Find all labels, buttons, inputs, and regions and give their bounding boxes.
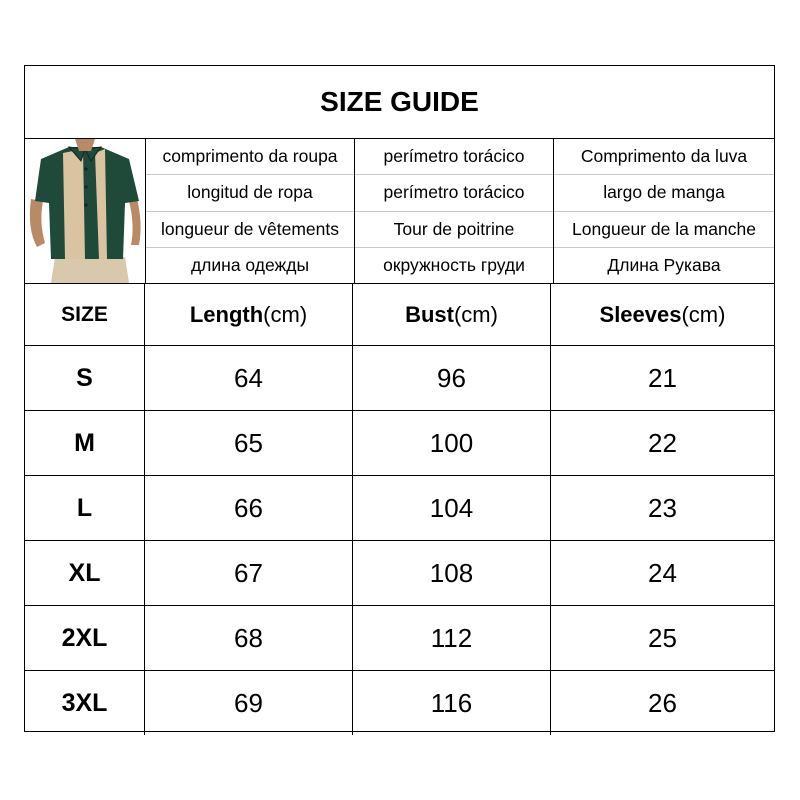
translation-cell: comprimento da roupa xyxy=(146,139,354,175)
size-cell: M xyxy=(25,411,145,475)
table-row xyxy=(25,671,774,735)
translation-cell: perímetro torácico xyxy=(355,175,553,211)
bust-header-unit: (cm) xyxy=(453,301,498,327)
translation-cell: longitud de ropa xyxy=(146,175,354,211)
size-cell: 3XL xyxy=(25,671,145,735)
sleeves-header xyxy=(551,284,774,345)
length-cell: 66 xyxy=(145,476,353,540)
sleeves-cell: 22 xyxy=(648,427,677,458)
size-cell: S xyxy=(25,346,145,410)
bust-cell: 96 xyxy=(353,346,551,410)
sleeves-cell: 26 xyxy=(648,687,677,718)
length-cell: 68 xyxy=(145,606,353,670)
sleeves-cell: 23 xyxy=(648,492,677,523)
length-cell: 69 xyxy=(145,671,353,735)
bust-cell: 100 xyxy=(353,411,551,475)
translation-cell: длина одежды xyxy=(190,254,310,275)
length-translations xyxy=(146,139,355,283)
table-row xyxy=(25,606,774,671)
chart-title: SIZE GUIDE xyxy=(25,66,774,139)
table-row xyxy=(25,346,774,411)
size-chart xyxy=(24,65,775,732)
translation-cell: Comprimento da luva xyxy=(554,139,774,175)
size-cell: XL xyxy=(25,541,145,605)
table-row xyxy=(25,411,774,476)
bust-cell: 104 xyxy=(353,476,551,540)
sleeves-header-label: Sleeves xyxy=(599,301,682,327)
table-row xyxy=(25,541,774,606)
bust-cell: 112 xyxy=(353,606,551,670)
translation-cell: Tour de poitrine xyxy=(355,212,553,248)
product-photo xyxy=(25,139,146,283)
length-cell: 67 xyxy=(145,541,353,605)
size-cell: 2XL xyxy=(25,606,145,670)
bust-translations xyxy=(355,139,554,283)
length-header-unit: (cm) xyxy=(263,301,308,327)
sleeves-header-unit: (cm) xyxy=(681,301,726,327)
translation-cell: largo de manga xyxy=(554,175,774,211)
sleeve-translations xyxy=(554,139,774,283)
sleeves-cell: 24 xyxy=(648,557,677,588)
table-row xyxy=(25,476,774,541)
size-header: SIZE xyxy=(25,284,145,345)
bust-header xyxy=(353,284,551,345)
sleeves-cell: 21 xyxy=(648,362,677,393)
translation-cell: Длина Рукава xyxy=(607,254,721,275)
length-header xyxy=(145,284,353,345)
size-cell: L xyxy=(25,476,145,540)
bust-header-label: Bust xyxy=(405,301,454,327)
translation-cell: Longueur de la manche xyxy=(554,212,774,248)
polo-shirt-model-photo xyxy=(25,139,145,283)
table-header-row xyxy=(25,284,774,346)
translation-block xyxy=(25,139,774,284)
length-cell: 65 xyxy=(145,411,353,475)
translation-cell: perímetro torácico xyxy=(355,139,553,175)
bust-cell: 108 xyxy=(353,541,551,605)
sleeves-cell: 25 xyxy=(648,622,677,653)
translation-cell: окружность груди xyxy=(383,254,525,275)
length-cell: 64 xyxy=(145,346,353,410)
bust-cell: 116 xyxy=(353,671,551,735)
translation-cell: longueur de vêtements xyxy=(146,212,354,248)
length-header-label: Length xyxy=(189,301,264,327)
